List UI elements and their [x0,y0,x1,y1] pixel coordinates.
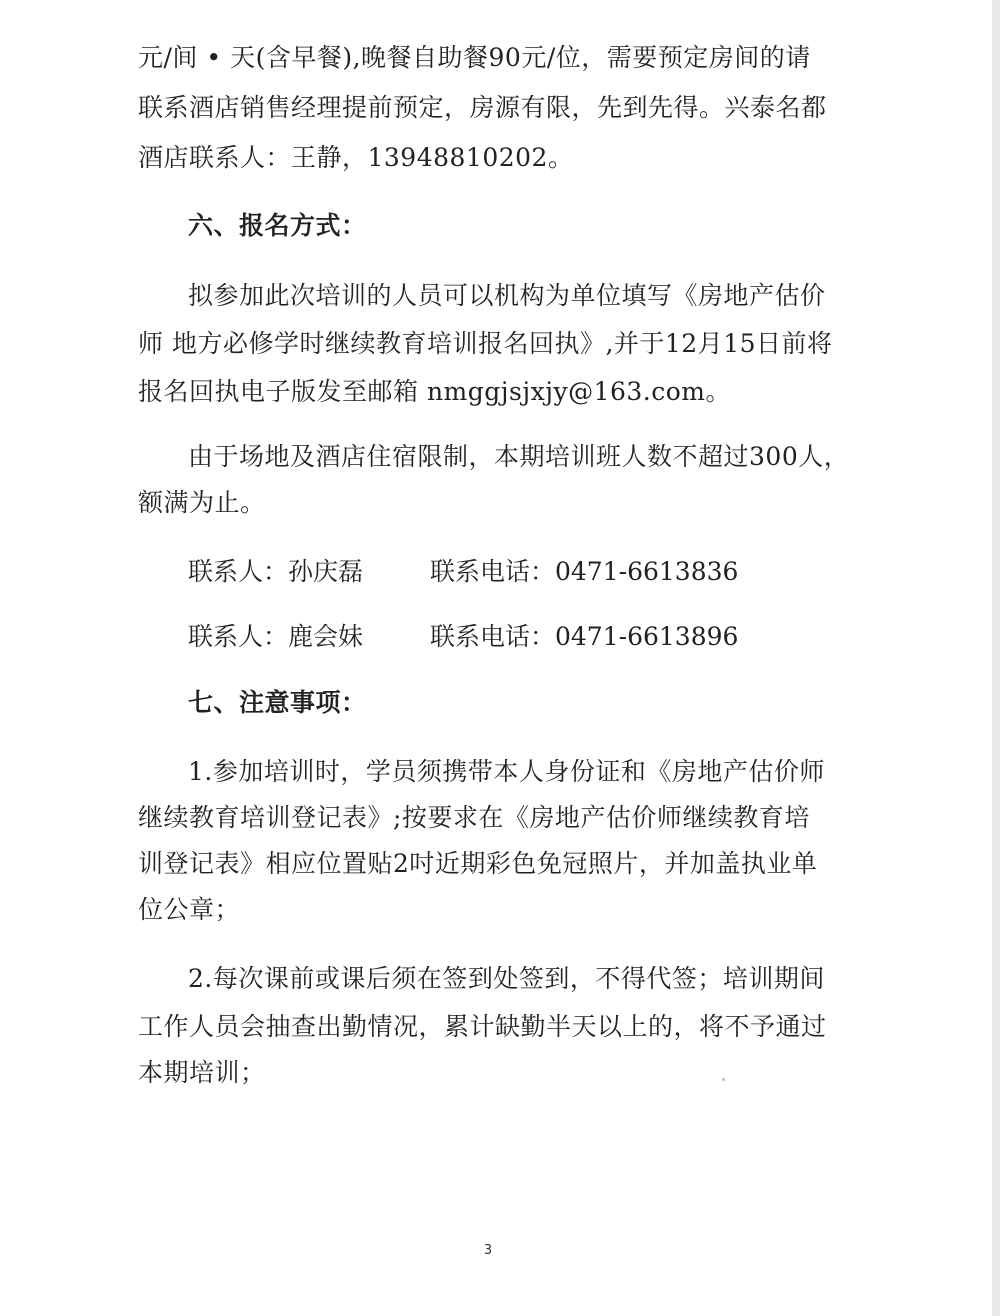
notice-2-line-1: 2.每次课前或课后须在签到处签到，不得代签；培训期间 [188,964,825,993]
intro-line-1: 元/间 • 天(含早餐),晚餐自助餐90元/位，需要预定房间的请 [138,43,811,72]
scan-edge [992,0,1000,1316]
section-6-heading: 六、报名方式： [188,211,367,240]
section-7-heading: 七、注意事项： [188,688,367,717]
notice-1-line-3: 训登记表》相应位置贴2吋近期彩色免冠照片，并加盖执业单 [138,849,818,878]
notice-2-line-3: 本期培训； [138,1058,266,1087]
notice-1-line-1: 1.参加培训时，学员须携带本人身份证和《房地产估价师 [188,757,825,786]
contact-phone-2: 联系电话：0471-6613896 [430,622,739,651]
intro-line-3: 酒店联系人：王静，13948810202。 [138,143,574,172]
scan-speck [722,1078,725,1081]
intro-line-2: 联系酒店销售经理提前预定，房源有限，先到先得。兴泰名都 [138,93,827,122]
capacity-line-1: 由于场地及酒店住宿限制，本期培训班人数不超过300人， [188,442,850,471]
registration-line-3: 报名回执电子版发至邮箱 nmggjsjxjy@163.com。 [138,377,731,406]
notice-1-line-2: 继续教育培训登记表》;按要求在《房地产估价师继续教育培 [138,803,810,832]
contact-name-1: 联系人：孙庆磊 [188,557,364,586]
contact-phone-1: 联系电话：0471-6613836 [430,557,739,586]
capacity-line-2: 额满为止。 [138,488,266,517]
notice-1-line-4: 位公章； [138,895,241,924]
registration-line-1: 拟参加此次培训的人员可以机构为单位填写《房地产估价 [188,281,826,310]
contact-name-2: 联系人：鹿会妹 [188,622,364,651]
notice-2-line-2: 工作人员会抽查出勤情况，累计缺勤半天以上的，将不予通过 [138,1012,827,1041]
page-number: 3 [483,1243,493,1258]
registration-line-2: 师 地方必修学时继续教育培训报名回执》,并于12月15日前将 [138,329,833,358]
